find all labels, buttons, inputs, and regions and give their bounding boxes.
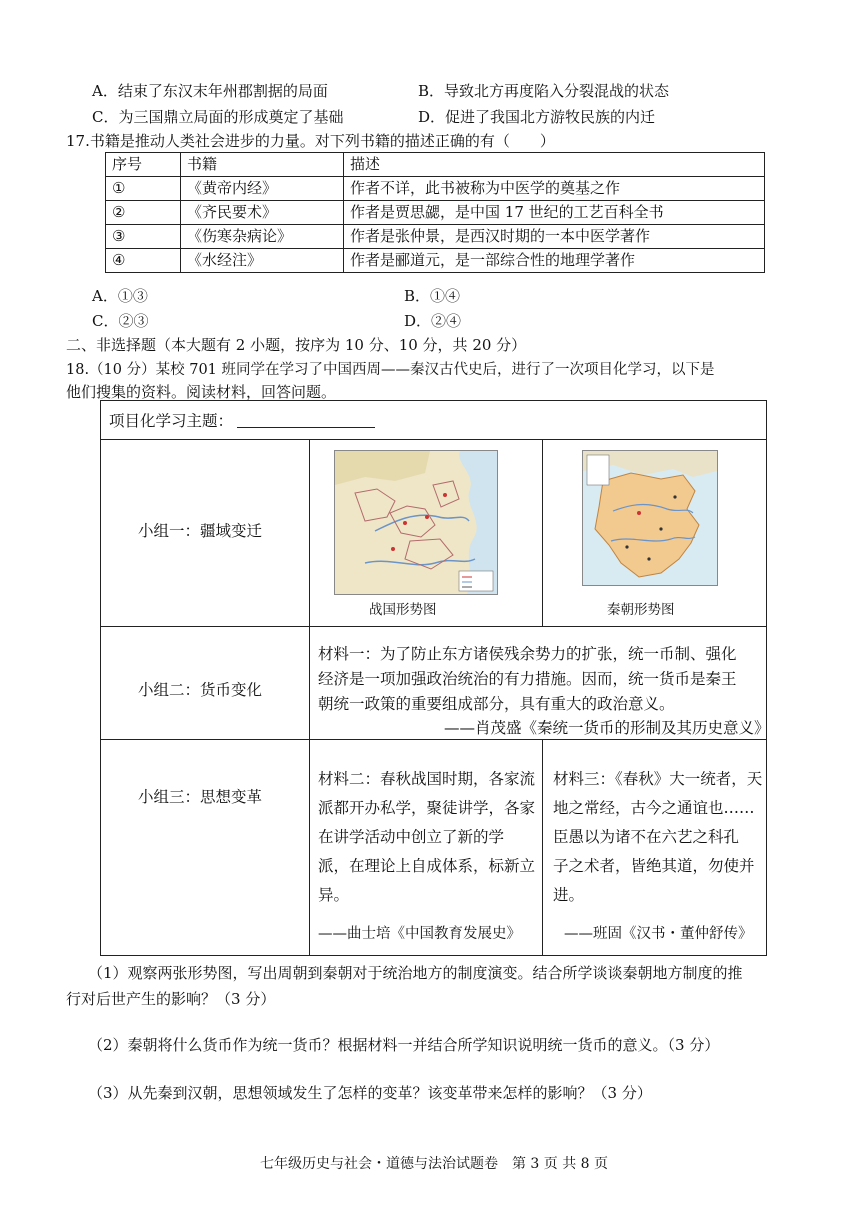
table-cell: 《伤寒杂病论》 xyxy=(181,225,344,249)
q17-option-c: C．②③ xyxy=(92,312,149,330)
topic-blank-line xyxy=(237,427,375,428)
table-cell: ① xyxy=(106,177,181,201)
material1-source: ——肖茂盛《秦统一货币的形制及其历史意义》 xyxy=(444,719,770,737)
table-cell: 作者是张仲景，是西汉时期的一本中医学著作 xyxy=(344,225,765,249)
table-cell: ② xyxy=(106,201,181,225)
table-cell: 作者不详，此书被称为中医学的奠基之作 xyxy=(344,177,765,201)
q16-option-c: C．为三国鼎立局面的形成奠定了基础 xyxy=(92,108,344,126)
table-cell: 作者是贾思勰，是中国 17 世纪的工艺百科全书 xyxy=(344,201,765,225)
section-heading: 二、非选择题（本大题有 2 小题，按序为 10 分、10 分，共 20 分） xyxy=(66,336,527,354)
group1-label: 小组一：疆域变迁 xyxy=(138,522,263,540)
material3-line: 臣愚以为诸不在六艺之科孔 xyxy=(553,828,740,846)
material2-line: 派，在理论上自成体系，标新立 xyxy=(318,857,536,875)
table-header-row xyxy=(106,153,765,177)
table-cell: 《黄帝内经》 xyxy=(181,177,344,201)
material2-line: 在讲学活动中创立了新的学 xyxy=(318,828,505,846)
material1-line: 朝统一政策的重要组成部分，具有重大的政治意义。 xyxy=(318,695,675,713)
group2-label: 小组二：货币变化 xyxy=(138,681,263,699)
material3-line: 地之常经，古今之通谊也…… xyxy=(553,799,755,817)
map-icon xyxy=(583,451,717,585)
warring-states-map xyxy=(334,450,498,595)
table-header: 描述 xyxy=(344,153,765,177)
q18-stem-line1: 18.（10 分）某校 701 班同学在学习了中国西周——秦汉古代史后，进行了一次项目化学习，以下是 xyxy=(66,362,715,378)
table-row xyxy=(106,249,765,273)
material3-line: 子之术者，皆绝其道，勿使并 xyxy=(553,857,755,875)
table-header: 序号 xyxy=(106,153,181,177)
q16-option-b: B．导致北方再度陷入分裂混战的状态 xyxy=(418,82,670,100)
q18-sub1-line1: （1）观察两张形势图，写出周朝到秦朝对于统治地方的制度演变。结合所学谈谈秦朝地方制度的推 xyxy=(88,964,743,982)
map2-caption: 秦朝形势图 xyxy=(607,602,675,618)
q18-sub1-line2: 行对后世产生的影响？（3 分） xyxy=(66,990,276,1008)
q17-book-table xyxy=(105,152,765,273)
q17-option-a: A．①③ xyxy=(92,287,148,305)
table-row xyxy=(106,225,765,249)
q17-option-d: D．②④ xyxy=(404,312,462,330)
page-footer: 七年级历史与社会・道德与法治试题卷 第 3 页 共 8 页 xyxy=(259,1156,609,1172)
map-icon xyxy=(335,451,497,594)
table-cell: 《齐民要术》 xyxy=(181,201,344,225)
material2-line: 派都开办私学，聚徒讲学，各家 xyxy=(318,799,536,817)
material3-line: 进。 xyxy=(553,886,585,904)
table-cell: 《水经注》 xyxy=(181,249,344,273)
material2-line: 异。 xyxy=(318,886,350,904)
map1-caption: 战国形势图 xyxy=(369,602,437,618)
table-row xyxy=(106,177,765,201)
q18-sub3: （3）从先秦到汉朝，思想领域发生了怎样的变革？该变革带来怎样的影响？（3 分） xyxy=(88,1084,652,1102)
material2-source: ——曲士培《中国教育发展史》 xyxy=(318,926,521,942)
project-material-box xyxy=(100,400,770,956)
q18-stem-line2: 他们搜集的资料。阅读材料，回答问题。 xyxy=(66,383,337,401)
material3-line: 材料三：《春秋》大一统者，天 xyxy=(553,770,763,788)
material3-source: ——班固《汉书・董仲舒传》 xyxy=(564,926,753,942)
qin-dynasty-map xyxy=(582,450,718,586)
table-cell: 作者是郦道元，是一部综合性的地理学著作 xyxy=(344,249,765,273)
topic-label: 项目化学习主题： xyxy=(109,412,234,430)
material1-line: 经济是一项加强政治统治的有力措施。因而，统一货币是秦王 xyxy=(318,670,737,688)
q18-sub2: （2）秦朝将什么货币作为统一货币？根据材料一并结合所学知识说明统一货币的意义。（3 分） xyxy=(88,1036,720,1054)
q17-stem: 17.书籍是推动人类社会进步的力量。对下列书籍的描述正确的有（ ） xyxy=(66,132,555,150)
q16-option-d: D．促进了我国北方游牧民族的内迁 xyxy=(418,108,656,126)
material2-line: 材料二：春秋战国时期，各家流 xyxy=(318,770,536,788)
q16-option-a: A．结束了东汉末年州郡割据的局面 xyxy=(92,82,328,100)
table-cell: ③ xyxy=(106,225,181,249)
table-row xyxy=(106,201,765,225)
group3-label: 小组三：思想变革 xyxy=(138,788,263,806)
table-header: 书籍 xyxy=(181,153,344,177)
material1-line: 材料一：为了防止东方诸侯残余势力的扩张，统一币制、强化 xyxy=(318,645,737,663)
table-cell: ④ xyxy=(106,249,181,273)
q17-option-b: B．①④ xyxy=(404,287,461,305)
